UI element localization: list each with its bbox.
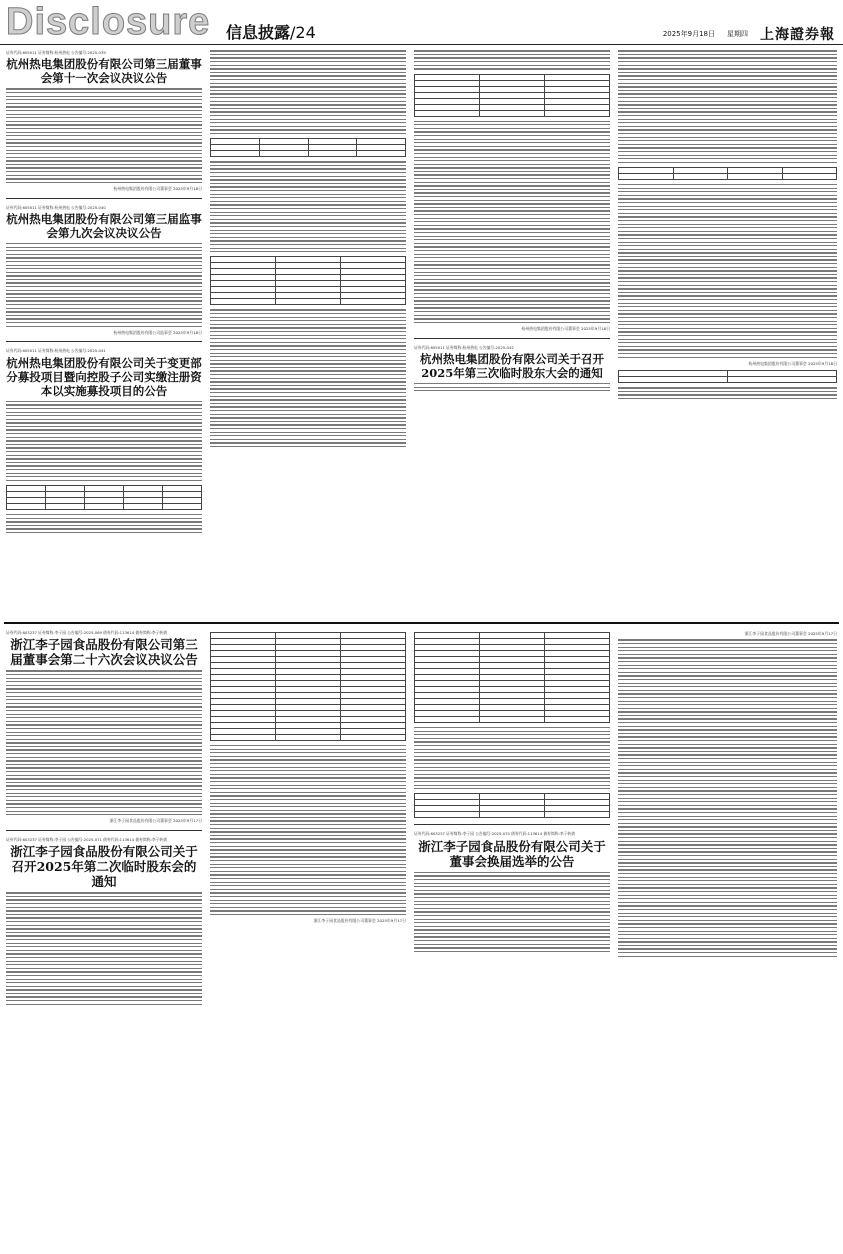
body-text: [618, 184, 837, 358]
data-table: [210, 632, 406, 741]
body-text: [210, 50, 406, 134]
body-text: [210, 161, 406, 252]
section-title: 信息披露/24: [226, 23, 316, 42]
body-text: [6, 670, 202, 815]
body-text: [618, 50, 837, 163]
page-divider: [4, 622, 839, 624]
issue-weekday: 星期四: [727, 30, 748, 38]
body-text: [6, 243, 202, 327]
divider: [414, 824, 610, 825]
data-table: [414, 74, 610, 117]
body-text: [210, 745, 406, 915]
data-table: [210, 138, 406, 157]
brand-logo: Disclosure: [6, 1, 211, 43]
masthead: [0, 0, 843, 45]
data-table: [6, 485, 202, 510]
divider: [6, 198, 202, 199]
notice-code: 证券代码:603237 证券简称:李子园 公告编号:2025-069 债券代码:113614 债券简称:李子转债: [6, 630, 168, 635]
column-bottom-2: [210, 628, 406, 1248]
body-text: [618, 639, 837, 957]
page-number: /24: [290, 23, 316, 42]
column-bottom-4: [618, 628, 837, 1248]
column-bottom-3: [414, 628, 610, 1248]
data-table: [618, 167, 837, 180]
divider: [414, 338, 610, 339]
body-text: [414, 727, 610, 789]
column-bottom-1: [6, 628, 202, 1248]
body-text: [414, 121, 610, 324]
notice-signature: 杭州热电集团股份有限公司监事会 2025年9月18日: [113, 329, 202, 335]
data-table: [210, 256, 406, 305]
notice-title: 杭州热电集团股份有限公司关于召开2025年第三次临时股东大会的通知: [420, 351, 604, 380]
divider: [6, 830, 202, 831]
notice-title: 浙江李子园食品股份有限公司关于召开2025年第二次临时股东会的通知: [10, 844, 198, 890]
body-text: [6, 88, 202, 183]
notice-signature: 杭州热电集团股份有限公司董事会 2025年9月18日: [521, 326, 610, 332]
notice-signature: 浙江李子园食品股份有限公司董事会 2025年9月17日: [744, 631, 837, 636]
notice-title: 浙江李子园食品股份有限公司关于董事会换届选举的公告: [418, 838, 606, 869]
notice-code: 证券代码:605011 证券简称:杭州热电 公告编号:2025-041: [6, 348, 106, 354]
body-text: [6, 514, 202, 533]
body-text: [618, 387, 837, 399]
notice-signature: 浙江李子园食品股份有限公司董事会 2025年9月17日: [109, 818, 202, 824]
data-table: [414, 793, 610, 818]
notice-code: 证券代码:603237 证券简称:李子园 公告编号:2025-070 债券代码:113614 债券简称:李子转债: [414, 831, 576, 837]
notice-signature: 杭州热电集团股份有限公司董事会 2025年9月18日: [113, 186, 202, 192]
body-text: [210, 309, 406, 447]
issue-date: 2025年9月18日: [662, 30, 715, 38]
data-table: [414, 632, 610, 723]
notice-signature: 杭州热电集团股份有限公司董事会 2025年9月18日: [748, 360, 837, 366]
notice-title: 杭州热电集团股份有限公司关于变更部分募投项目暨向控股子公司实缴注册资本以实施募投项目的公告: [6, 355, 202, 398]
notice-code: 证券代码:605011 证券简称:杭州热电 公告编号:2025-042: [414, 344, 514, 350]
body-text: [414, 50, 610, 69]
column-top-3: [414, 48, 610, 618]
notice-title: 浙江李子园食品股份有限公司第三届董事会第二十六次会议决议公告: [10, 637, 198, 668]
notice-title: 杭州热电集团股份有限公司第三届董事会第十一次会议决议公告: [6, 57, 202, 86]
body-text: [414, 383, 610, 391]
data-table: [618, 370, 837, 383]
notice-title: 杭州热电集团股份有限公司第三届监事会第九次会议决议公告: [6, 211, 202, 240]
body-text: [6, 401, 202, 481]
notice-code: 证券代码:605011 证券简称:杭州热电 公告编号:2025-039: [6, 50, 106, 55]
notice-signature: 浙江李子园食品股份有限公司董事会 2025年9月17日: [313, 918, 406, 924]
body-text: [414, 872, 610, 952]
column-top-2: [210, 48, 406, 618]
column-top-4: [618, 48, 837, 618]
divider: [6, 341, 202, 342]
paper-name: 上海證券報: [760, 27, 835, 43]
column-top-1: [6, 48, 202, 618]
notice-code: 证券代码:603237 证券简称:李子园 公告编号:2025-071 债券代码:113614 债券简称:李子转债: [6, 836, 168, 842]
masthead-meta: [663, 24, 835, 44]
body-text: [6, 892, 202, 1005]
notice-code: 证券代码:605011 证券简称:杭州热电 公告编号:2025-040: [6, 204, 106, 210]
